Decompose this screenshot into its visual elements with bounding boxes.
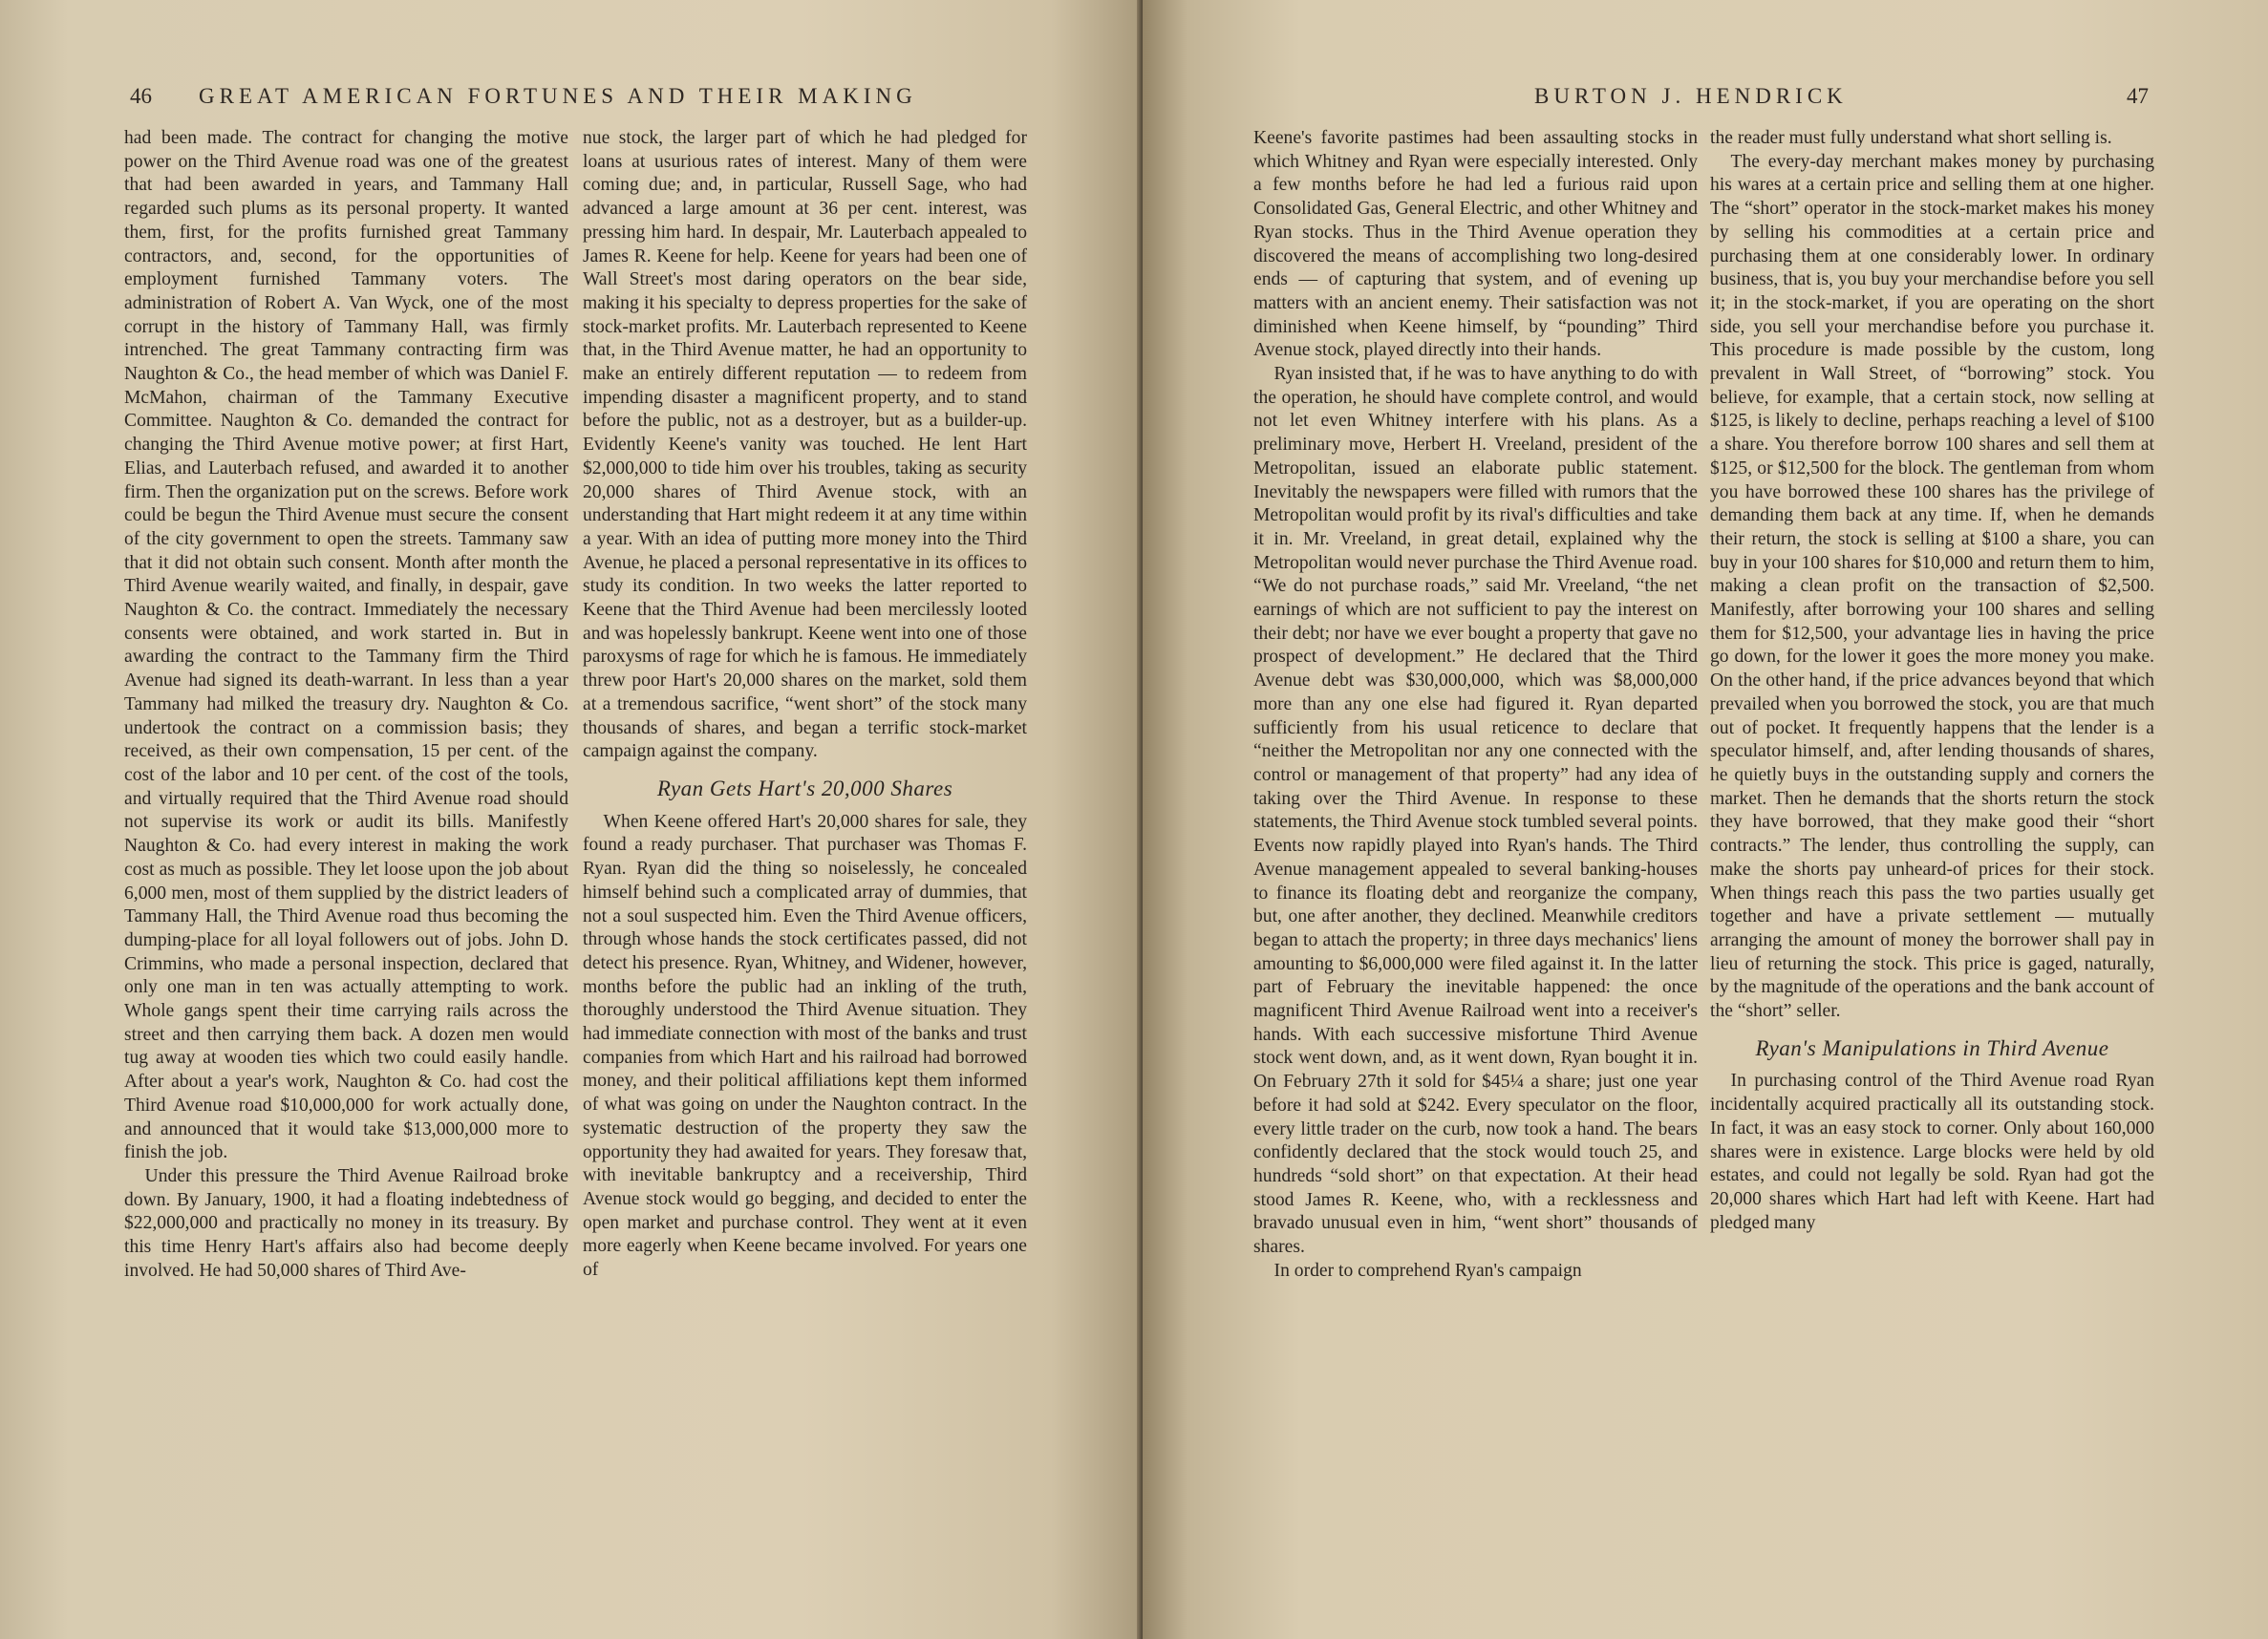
paragraph: Under this pressure the Third Avenue Railroad broke down. By January, 1900, it had a floating indebtedness of $22,000,000 and practically no money in its treasury. By this time Henry Hart's affairs also had become deeply involved. He had 50,000 shares of Third Ave- [124,1165,568,1281]
right-column-1 [1253,127,1698,1283]
paragraph: Keene's favorite pastimes had been assaulting stocks in which Whitney and Ryan were especially interested. Only a few months before he had led a furious raid upon Consolidated Gas, General Electric, and other Whitney and Ryan stocks. Thus in the Third Avenue operation they discovered the means of accomplishing two long-desired ends — of capturing that system, and of evening up matters with an ancient enemy. Their satisfaction was not diminished when Keene himself, by “pounding” Third Avenue stock, played directly into their hands. [1253,128,1698,361]
section-heading: Ryan Gets Hart's 20,000 Shares [656,776,953,800]
paragraph: nue stock, the larger part of which he had pledged for loans at usurious rates of interest. Many of them were coming due; and, in particular, Russell Sage, who had advanced a large amount at 36 per cent. interest, was pressing him hard. In despair, Mr. Lauterbach appealed to James R. Keene for help. Keene for years had been one of Wall Street's most daring operators on the bear side, making it his specialty to depress properties for the sake of stock-market profits. Mr. Lauterbach represented to Keene that, in the Third Avenue matter, he had an opportunity to make an entirely different reputation — to redeem from impending disaster a magnificent property, and to stand before the public, not as a destroyer, but as a builder-up. Evidently Keene's vanity was touched. He lent Hart $2,000,000 to tide him over his troubles, taking as security 20,000 shares of Third Avenue stock, with an understanding that Hart might redeem it at any time within a year. With an idea of putting more money into the Third Avenue, he placed a personal representative in its offices to study its condition. In two weeks the latter reported to Keene that the Third Avenue had been mercilessly looted and was hopelessly bankrupt. Keene went into one of those paroxysms of rage for which he is famous. He immediately threw poor Hart's 20,000 shares on the market, sold them at a tremendous sacrifice, “went short” of the stock many thousands of shares, and began a terrific stock-market campaign against the company. [583,128,1027,762]
left-running-head: GREAT AMERICAN FORTUNES AND THEIR MAKING [199,84,917,108]
right-page [1143,0,2268,1639]
left-page-number: 46 [130,84,152,108]
paragraph: Ryan insisted that, if he was to have anything to do with the operation, he should have complete control, and would not let even Whitney interfere with his plans. As a preliminary move, Herbert H. Vreeland, president of the Metropolitan, issued an elaborate public statement. Inevitably the newspapers were filled with rumors that the Metropolitan would profit by its rival's difficulties and take it in. Mr. Vreeland, in great detail, explained why the Metropolitan would never purchase the Third Avenue road. “We do not purchase roads,” said Mr. Vreeland, “the net earnings of which are not sufficient to pay the interest on their debt; nor have we ever bought a property that gave no prospect of development.” He declared that the Third Avenue debt was $30,000,000, which was $8,000,000 more than any one else had figured it. Ryan departed sufficiently from his usual reticence to declare that “neither the Metropolitan nor any one connected with the control or management of that property” had any idea of taking over the Third Avenue. In response to these statements, the Third Avenue stock tumbled several points. Events now rapidly played into Ryan's hands. The Third Avenue management appealed to several banking-houses to finance its floating debt and reorganize the company, but, one after another, they declined. Meanwhile creditors began to attach the property; in three days mechanics' liens amounting to $6,000,000 were filed against it. In the latter part of February the inevitable happened: the once magnificent Third Avenue Railroad went into a receiver's hands. With each successive misfortune Third Avenue stock went down, and, as it went down, Ryan bought it in. On February 27th it sold for $45¼ a share; just one year before it had sold at $242. Every speculator on the floor, every little trader on the curb, now took a hand. The bears confidently declared that the stock would touch 25, and hundreds “sold short” on that expectation. At their head stood James R. Keene, who, with a recklessness and bravado unusual even in him, “went short” thousands of shares. [1253,364,1698,1258]
paragraph: In purchasing control of the Third Avenue road Ryan incidentally acquired practically all its outstanding stock. In fact, it was an easy stock to corner. Only about 160,000 shares were in existence. Large blocks were held by old estates, and could not legally be sold. Ryan had got the 20,000 shares which Hart had left with Keene. Hart had pledged many [1710,1071,2154,1233]
left-column-2 [583,127,1027,1283]
right-running-head: BURTON J. HENDRICK [1534,84,1848,108]
right-page-number: 47 [2127,84,2149,108]
right-column-2 [1710,127,2154,1235]
paragraph: the reader must fully understand what short selling is. [1710,128,2112,148]
left-column-1 [124,127,568,1283]
paragraph: In order to comprehend Ryan's campaign [1273,1260,1582,1281]
paragraph: The every-day merchant makes money by purchasing his wares at a certain price and selling them at one higher. The “short” operator in the stock-market makes his money by selling his commodities at a certain price and purchasing them at one considerably lower. In ordinary business, that is, you buy your merchandise before you sell it; in the stock-market, if you are operating on the short side, you sell your merchandise before you purchase it. This procedure is made possible by the custom, long prevalent in Wall Street, of “borrowing” stock. You believe, for example, that a certain stock, now selling at $125, is likely to decline, perhaps reaching a level of $100 a share. You therefore borrow 100 shares and sell them at $125, or $12,500 for the block. The gentleman from whom you have borrowed these 100 shares has the privilege of demanding them back at any time. If, when he demands their return, the stock is selling at $100 a share, you can buy in your 100 shares for $10,000 and return them to him, making a clean profit on the transaction of $2,500. Manifestly, after borrowing your 100 shares and selling them for $12,500, your advantage lies in having the price go down, for the lower it goes the more money you make. On the other hand, if the price advances beyond that which prevailed when you borrowed the stock, you are that much out of pocket. It frequently happens that the lender is a speculator himself, and, after lending thousands of shares, he quietly buys in the outstanding supply and corners the market. Then he demands that the shorts return the stock they have borrowed, that they make good their “short contracts.” The lender, thus controlling the supply, can make the shorts pay unheard-of prices for their stock. When things reach this pass the two parties usually get together and have a private settlement — mutually arranging the amount of money the borrower shall pay in lieu of returning the stock. This price is gaged, naturally, by the magnitude of the operations and the bank account of the “short” seller. [1710,151,2154,1022]
section-heading: Ryan's Manipulations in Third Avenue [1755,1035,2109,1060]
paragraph: When Keene offered Hart's 20,000 shares for sale, they found a ready purchaser. That purchaser was Thomas F. Ryan. Ryan did the thing so noiselessly, he concealed himself behind such a complicated array of dummies, that not a soul suspected him. Even the Third Avenue officers, through whose hands the stock certificates passed, did not detect his presence. Ryan, Whitney, and Widener, however, months before the public had an inkling of the truth, thoroughly understood the Third Avenue situation. They had immediate connection with most of the banks and trust companies from which Hart and his railroad had borrowed money, and their political affiliations kept them informed of what was going on under the Naughton contract. In the systematic destruction of the property they saw the opportunity they had awaited for years. They foresaw that, with inevitable bankruptcy and a receivership, Third Avenue stock would go begging, and decided to enter the open market and purchase control. They went at it even more eagerly when Keene became involved. For years one of [583,811,1027,1281]
paragraph: had been made. The contract for changing the motive power on the Third Avenue road was one of the greatest that had been awarded in years, and Tammany Hall regarded such plums as its personal property. It wanted them, first, for the profits furnished great Tammany contractors, and, second, for the opportunities of employment furnished Tammany voters. The administration of Robert A. Van Wyck, one of the most corrupt in the history of Tammany Hall, was firmly intrenched. The great Tammany contracting firm was Naughton & Co., the head member of which was Daniel F. McMahon, chairman of the Tammany Executive Committee. Naughton & Co. demanded the contract for changing the Third Avenue motive power; at first Hart, Elias, and Lauterbach refused, and awarded it to another firm. Then the organization put on the screws. Before work could be begun the Third Avenue must secure the consent of the city government to open the streets. Tammany saw that it did not obtain such consent. Month after month the Third Avenue wearily waited, and finally, in despair, gave Naughton & Co. the contract. Immediately the necessary consents were obtained, and work started in. But in awarding the contract to the Tammany firm the Third Avenue had signed its death-warrant. In less than a year Tammany had milked the treasury dry. Naughton & Co. undertook the contract on a commission basis; they received, as their own compensation, 15 per cent. of the cost of the labor and 10 per cent. of the cost of the tools, and virtually required that the Third Avenue road should not supervise its work or audit its bills. Manifestly Naughton & Co. had every interest in making the work cost as much as possible. They let loose upon the job about 6,000 men, most of them supplied by the district leaders of Tammany Hall, the Third Avenue road thus becoming the dumping-place for all loyal followers out of jobs. John D. Crimmins, who made a personal inspection, declared that only one man in ten was actually attempting to work. Whole gangs spent their time carrying rails across the street and then carrying them back. A dozen men would tug away at wooden ties which two could easily handle. After about a year's work, Naughton & Co. had cost the Third Avenue road $10,000,000 for work actually done, and announced that it would take $13,000,000 more to finish the job. [124,128,568,1163]
